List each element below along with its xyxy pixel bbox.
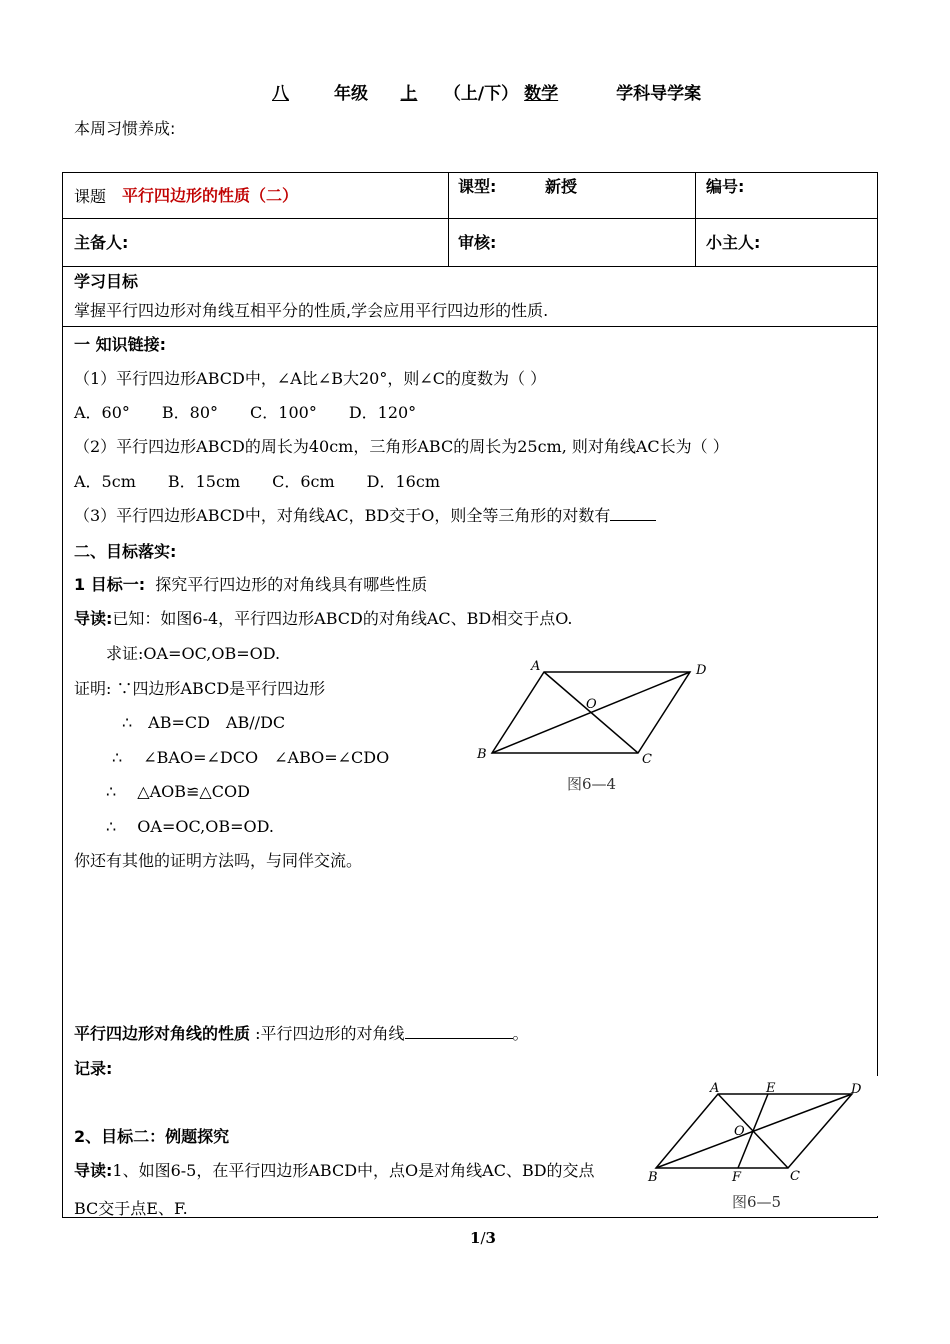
figure-caption: 图6—4	[567, 775, 617, 793]
question-3	[74, 503, 656, 526]
guide-1	[74, 606, 573, 629]
guide2-text: 1、如图6-5，在平行四边形ABCD中，点O是对角线AC、BD的交点	[112, 1161, 595, 1180]
topic-label: 课题	[74, 187, 107, 206]
guide-label: 导读:	[74, 609, 113, 628]
point-label-a: A	[531, 659, 541, 674]
objectives-text: 掌握平行四边形对角线互相平分的性质,学会应用平行四边形的性质.	[74, 301, 549, 320]
goal1-num: 1 目标一:	[74, 575, 146, 594]
type-value: 新授	[545, 177, 578, 196]
point-label-f: F	[732, 1170, 742, 1185]
property-label: 平行四边形对角线的性质	[74, 1024, 251, 1043]
point-label-a: A	[710, 1081, 720, 1096]
question-2: （2）平行四边形ABCD的周长为40cm，三角形ABC的周长为25cm, 则对角线AC长为（ ）	[74, 437, 729, 456]
property-blank[interactable]	[405, 1023, 513, 1039]
page-header	[272, 79, 701, 104]
header-suffix: 学科导学案	[616, 84, 702, 104]
point-label-d: D	[851, 1082, 862, 1097]
proof-step: ∴ △AOB≌△COD	[106, 782, 250, 801]
other-methods: 你还有其他的证明方法吗，与同伴交流。	[74, 851, 363, 870]
row-divider	[62, 218, 878, 219]
guide-2	[74, 1158, 595, 1181]
habit-label: 本周习惯养成:	[74, 119, 176, 138]
header-subject: 数学	[524, 84, 559, 104]
guide2-text-cont: BC交于点E、F.	[74, 1199, 188, 1218]
goal2-title: 2、目标二：例题探究	[74, 1127, 230, 1146]
prove-statement: 求证:OA=OC,OB=OD.	[106, 644, 281, 663]
row-divider	[62, 266, 878, 267]
point-label-o: O	[734, 1124, 745, 1139]
proof-step: ∴ AB=CD AB//DC	[122, 713, 286, 732]
diagonal-bd	[492, 672, 690, 753]
page-current: 1	[470, 1229, 481, 1247]
proof-step: ∴ OA=OC,OB=OD.	[106, 817, 274, 836]
point-label-o: O	[586, 697, 597, 712]
diagonal-bd	[656, 1094, 852, 1168]
topic-title: 平行四边形的性质（二）	[122, 186, 299, 205]
col-divider	[448, 172, 449, 266]
header-grade: 八	[272, 84, 289, 104]
property-text: :平行四边形的对角线	[255, 1024, 405, 1043]
header-grade-label: 年级	[334, 84, 368, 104]
question-3-blank[interactable]	[610, 504, 656, 521]
page-number	[470, 1229, 496, 1247]
page-sep: /	[480, 1229, 486, 1247]
header-term-label: （上/下）	[443, 84, 519, 104]
property-end: 。	[512, 1024, 529, 1043]
objectives-title: 学习目标	[74, 272, 139, 291]
question-2-options: A．5cm B．15cm C．6cm D．16cm	[74, 472, 440, 491]
preparer-label: 主备人:	[74, 233, 129, 252]
guide-text: 已知：如图6-4，平行四边形ABCD的对角线AC、BD相交于点O.	[112, 609, 573, 628]
proof-label: 证明:	[74, 679, 112, 698]
point-label-b: B	[648, 1170, 658, 1185]
record-label: 记录:	[74, 1059, 113, 1078]
question-3-text: （3）平行四边形ABCD中，对角线AC，BD交于O，则全等三角形的对数有	[74, 506, 611, 525]
section1-title: 一 知识链接:	[74, 335, 166, 354]
point-label-c: C	[790, 1169, 800, 1184]
row-divider	[62, 326, 878, 327]
figure-6-5	[646, 1076, 878, 1216]
question-1: （1）平行四边形ABCD中，∠A比∠B大20°，则∠C的度数为（ ）	[74, 369, 547, 388]
goal1	[74, 572, 427, 595]
goal1-text: 探究平行四边形的对角线具有哪些性质	[155, 575, 428, 594]
section2-title: 二、目标落实:	[74, 542, 177, 561]
point-label-b: B	[477, 747, 487, 762]
proof-step: ∵四边形ABCD是平行四边形	[116, 679, 326, 698]
figure-6-4	[470, 652, 720, 802]
col-divider	[695, 172, 696, 266]
page-total: 3	[485, 1229, 496, 1247]
header-term: 上	[400, 84, 418, 104]
point-label-c: C	[642, 752, 652, 767]
proof-line-1	[74, 676, 325, 699]
proof-step: ∴ ∠BAO=∠DCO ∠ABO=∠CDO	[112, 748, 390, 767]
reviewer-label: 审核:	[458, 233, 497, 252]
guide2-label: 导读:	[74, 1161, 113, 1180]
figure-caption: 图6—5	[732, 1193, 782, 1211]
point-label-e: E	[766, 1081, 776, 1096]
question-1-options: A．60° B．80° C．100° D．120°	[74, 403, 417, 422]
property-line	[74, 1021, 529, 1044]
type-label: 课型:	[458, 177, 497, 196]
point-label-d: D	[696, 663, 707, 678]
number-label: 编号:	[706, 177, 745, 196]
host-label: 小主人:	[706, 233, 761, 252]
